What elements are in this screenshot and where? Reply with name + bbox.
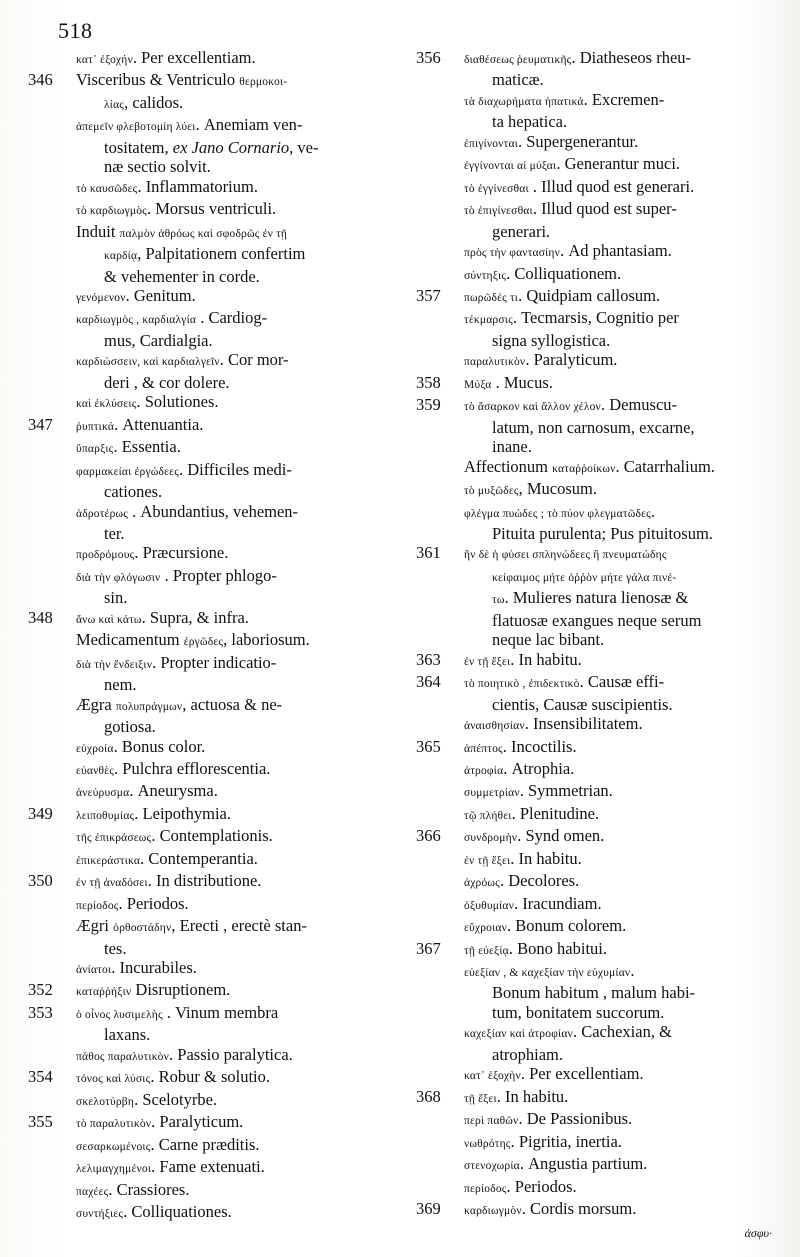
left-entry	[28, 48, 368, 70]
entry-line: παχέες. Crassiores.	[76, 1179, 190, 1199]
entry-number: 363	[416, 649, 441, 669]
left-entry	[28, 1202, 368, 1224]
entry-continuation-line: maticæ.	[492, 70, 544, 90]
entry-line: ὕπαρξις. Essentia.	[76, 437, 181, 457]
entry-line: ἐγγίνονται αἱ μύξαι. Generantur muci.	[464, 154, 681, 174]
left-entry	[28, 695, 368, 737]
entry-continuation-line: nem.	[104, 675, 137, 695]
entry-line: ἄνω καὶ κάτω. Supra, & infra.	[76, 607, 249, 627]
entry-line: καὶ ἐκλύσεις. Solutiones.	[76, 392, 219, 412]
entry-line: σκελοτύρβη. Scelotyrbe.	[76, 1089, 218, 1109]
entry-continuation-line: sin.	[104, 588, 128, 608]
entry-number: 364	[416, 672, 441, 692]
entry-number: 368	[416, 1086, 441, 1106]
right-entry	[416, 804, 776, 826]
entry-line: συμμετρίαν. Symmetrian.	[464, 781, 613, 801]
right-entry	[416, 308, 776, 350]
entry-line: καταῤῥήξιν Disruptionem.	[76, 980, 231, 1000]
left-entry	[28, 894, 368, 916]
right-entry	[416, 871, 776, 893]
right-entry	[416, 759, 776, 781]
right-entry	[416, 395, 776, 456]
left-entry	[28, 222, 368, 286]
entry-line: τῆς ἐπικράσεως. Contemplationis.	[76, 826, 273, 846]
right-entry	[416, 1177, 776, 1199]
right-entry	[416, 650, 776, 672]
entry-line: ἐν τῇ ἀναδόσει. In distributione.	[76, 871, 262, 891]
left-entry	[28, 286, 368, 308]
right-entry	[416, 714, 776, 736]
left-entry	[28, 1067, 368, 1089]
entry-line: ἐπικεράστικα. Contemperantia.	[76, 848, 258, 868]
right-entry	[416, 961, 776, 1022]
left-entry	[28, 1157, 368, 1179]
entry-line: προδρόμους. Præcursione.	[76, 543, 229, 563]
entry-line: φαρμακείαι ἐργώδεες. Difficiles medi-	[76, 459, 292, 479]
left-entry	[28, 804, 368, 826]
right-entry	[416, 1109, 776, 1131]
right-entry	[416, 350, 776, 372]
entry-line: ἐπιγίνονται. Supergenerantur.	[464, 131, 639, 151]
entry-line: τῇ εὐεξίᾳ. Bono habitui.	[464, 938, 608, 958]
left-entry	[28, 415, 368, 437]
left-entry	[28, 1003, 368, 1045]
entry-line: καχεξίαν καὶ ἀτροφίαν. Cachexian, &	[464, 1022, 672, 1042]
entry-line: πάθος παραλυτικὸν. Passio paralytica.	[76, 1044, 293, 1064]
entry-number: 361	[416, 543, 441, 563]
entry-line: σύντηξις. Colliquationem.	[464, 263, 622, 283]
left-entry	[28, 653, 368, 695]
entry-continuation-line: ta hepatica.	[492, 112, 568, 132]
entry-line: καρδιωγμὸν. Cordis morsum.	[464, 1199, 637, 1219]
entry-number: 346	[28, 70, 53, 90]
right-entry	[416, 1199, 776, 1221]
left-column	[28, 48, 368, 1224]
entry-continuation-line: latum, non carnosum, excarne,	[492, 417, 695, 437]
entry-continuation-line: καρδίᾳ, Palpitationem confertim	[104, 244, 306, 264]
entry-line: ἣν δὲ ἡ φύσει σπληνώδεες ἢ πνευματώδης	[464, 549, 667, 562]
entry-line: περίοδος. Periodos.	[76, 893, 189, 913]
entry-line: ἀχρόως. Decolores.	[464, 871, 580, 891]
left-entry	[28, 871, 368, 893]
right-entry	[416, 781, 776, 803]
right-entry	[416, 916, 776, 938]
entry-line: τὰ διαχωρήματα ἡπατικά. Excremen-	[464, 89, 665, 109]
entry-line: εὐχροία. Bonus color.	[76, 736, 206, 756]
entry-line: νωθρότης. Pigritia, inertia.	[464, 1131, 622, 1151]
left-entry	[28, 199, 368, 221]
entry-continuation-line: mus, Cardialgia.	[104, 330, 213, 350]
entry-continuation-line: tositatem, ex Jano Cornario, ve-	[104, 137, 319, 157]
entry-line: τέκμαρσις. Tecmarsis, Cognitio per	[464, 308, 679, 328]
left-entry	[28, 1112, 368, 1134]
entry-number: 358	[416, 372, 441, 392]
right-entry	[416, 479, 776, 501]
entry-line: λελιμαγχημένοι. Fame extenuati.	[76, 1157, 265, 1177]
entry-line: ἀπέπτος. Incoctilis.	[464, 736, 577, 756]
right-column	[416, 48, 776, 1221]
entry-continuation-line: ter.	[104, 523, 125, 543]
entry-line: τῷ πλήθει. Plenitudine.	[464, 803, 600, 823]
entry-line: ῥυπτικά. Attenuantia.	[76, 414, 204, 434]
left-entry	[28, 980, 368, 1002]
entry-continuation-line: & vehementer in corde.	[104, 266, 260, 286]
right-entry	[416, 1064, 776, 1086]
entry-line: περίοδος. Periodos.	[464, 1176, 577, 1196]
entry-number: 359	[416, 395, 441, 415]
entry-number: 354	[28, 1067, 53, 1087]
entry-number: 367	[416, 938, 441, 958]
left-entry	[28, 566, 368, 608]
right-entry	[416, 939, 776, 961]
entry-continuation-line: tum, bonitatem succorum.	[492, 1002, 665, 1022]
entry-line: τὸ ἄσαρκον καὶ ἄλλον χέλον. Demuscu-	[464, 395, 678, 415]
right-entry	[416, 241, 776, 263]
right-entry	[416, 457, 776, 479]
entry-continuation-line: tes.	[104, 938, 127, 958]
left-entry	[28, 502, 368, 544]
entry-line: τὸ παραλυτικὸν. Paralyticum.	[76, 1112, 244, 1132]
entry-line: τὸ μυξῶδες, Mucosum.	[464, 479, 597, 499]
page-number: 518	[58, 18, 93, 43]
right-entry	[416, 502, 776, 544]
entry-line: φλέγμα πυώδες ; τὸ πύον φλεγματῶδες.	[464, 501, 656, 521]
entry-continuation-line: atrophiam.	[492, 1044, 564, 1064]
entry-continuation-line: næ sectio solvit.	[104, 157, 211, 177]
entry-number: 350	[28, 871, 53, 891]
entry-line: ἀναισθησίαν. Insensibilitatem.	[464, 714, 643, 734]
entry-line: πρὸς τὴν φαντασίην. Ad phantasiam.	[464, 241, 672, 261]
right-entry	[416, 1154, 776, 1176]
entry-continuation-line: Pituita purulenta; Pus pituitosum.	[492, 523, 713, 543]
entry-line: τῇ ἕξει. In habitu.	[464, 1086, 569, 1106]
left-entry	[28, 849, 368, 871]
entry-number: 357	[416, 285, 441, 305]
right-entry	[416, 826, 776, 848]
entry-line: διὰ τὴν φλόγωσιν . Propter phlogo-	[76, 565, 277, 585]
left-entry	[28, 543, 368, 565]
entry-line: πωρῶδές τι. Quidpiam callosum.	[464, 285, 661, 305]
entry-line: στενοχωρία. Angustia partium.	[464, 1154, 648, 1174]
entry-line: συνδρομὴν. Synd omen.	[464, 826, 605, 846]
entry-line: λειποθυμίας. Leipothymia.	[76, 803, 231, 823]
right-entry	[416, 1022, 776, 1064]
left-entry	[28, 608, 368, 630]
entry-continuation-line: neque lac bibant.	[492, 630, 605, 650]
entry-continuation-line: deri , & cor dolere.	[104, 372, 230, 392]
entry-line: διαθέσεως ῥευματικῆς. Diatheseos rheu-	[464, 48, 692, 67]
entry-line: τὸ καυσῶδες. Inflammatorium.	[76, 176, 258, 196]
left-entry	[28, 781, 368, 803]
entry-number: 355	[28, 1112, 53, 1132]
left-entry	[28, 1135, 368, 1157]
entry-continuation-line: flatuosæ exangues neque serum	[492, 610, 702, 630]
left-entry	[28, 759, 368, 781]
entry-line: ἁδροτέρως . Abundantius, vehemen-	[76, 501, 299, 521]
entry-number: 369	[416, 1199, 441, 1219]
right-entry	[416, 894, 776, 916]
entry-continuation-line: signa syllogistica.	[492, 330, 611, 350]
entry-number: 366	[416, 826, 441, 846]
left-entry	[28, 177, 368, 199]
entry-continuation-line: cationes.	[104, 482, 163, 502]
right-entry	[416, 199, 776, 241]
entry-line: ἀνίατοι. Incurabiles.	[76, 958, 197, 978]
left-entry	[28, 630, 368, 652]
entry-line: Affectionum καταῤῥοίκων. Catarrhalium.	[464, 456, 715, 476]
entry-line: τὸ ποιητικὸ , ἐπιδεκτικὸ. Causæ effi-	[464, 672, 665, 692]
entry-line: ὁ οἶνος λυσιμελὴς . Vinum membra	[76, 1002, 279, 1022]
entry-continuation-line: gotiosa.	[104, 717, 156, 737]
entry-number: 352	[28, 980, 53, 1000]
left-entry	[28, 916, 368, 958]
left-entry	[28, 737, 368, 759]
entry-line: Induit παλμὸν ἀθρόως καὶ σφοδρῶς ἐν τῇ	[76, 221, 288, 241]
right-entry	[416, 373, 776, 395]
entry-line: ἀτροφία. Atrophia.	[464, 758, 575, 778]
right-entry	[416, 849, 776, 871]
right-entry	[416, 90, 776, 132]
entry-line: συντήξιες. Colliquationes.	[76, 1202, 232, 1222]
entry-line: ὀξυθυμίαν. Iracundiam.	[464, 893, 602, 913]
entry-number: 365	[416, 736, 441, 756]
entry-line: εὐανθὲς. Pulchra efflorescentia.	[76, 758, 271, 778]
entry-line: παραλυτικὸν. Paralyticum.	[464, 350, 618, 370]
left-entry	[28, 437, 368, 459]
right-entry	[416, 177, 776, 199]
left-entry	[28, 826, 368, 848]
entry-line: κατ᾽ ἐξοχήν. Per excellentiam.	[76, 48, 256, 67]
entry-line: Ægri ὀρθοστάδην, Erecti , erectè stan-	[76, 916, 307, 936]
entry-line: γενόμενον. Genitum.	[76, 285, 196, 305]
left-entry	[28, 70, 368, 115]
entry-line: ἐν τῇ ἕξει. In habitu.	[464, 848, 582, 868]
entry-line: ἀνεύρυσμα. Aneurysma.	[76, 781, 218, 801]
entry-continuation-line: λίας, calidos.	[104, 92, 184, 112]
left-entry	[28, 350, 368, 392]
right-entry	[416, 543, 776, 649]
entry-line: εὔχροιαν. Bonum colorem.	[464, 916, 627, 936]
right-entry	[416, 48, 776, 90]
entry-line: τόνος καὶ λύσις. Robur & solutio.	[76, 1067, 270, 1087]
left-entry	[28, 460, 368, 502]
entry-line: περὶ παθῶν. De Passionibus.	[464, 1109, 633, 1129]
left-entry	[28, 958, 368, 980]
entry-continuation-line: laxans.	[104, 1025, 151, 1045]
entry-continuation-line: inane.	[492, 437, 532, 457]
entry-continuation-line: τω. Mulieres natura lienosæ &	[492, 588, 689, 608]
right-entry	[416, 264, 776, 286]
entry-line: ἀπεμεῖν φλεβοτομίη λύει. Anemiam ven-	[76, 115, 303, 135]
entry-line: Medicamentum ἐργῶδες, laboriosum.	[76, 630, 310, 650]
entry-line: ἐν τῇ ἕξει. In habitu.	[464, 649, 582, 669]
left-entry	[28, 1090, 368, 1112]
entry-continuation-line: cientis, Causæ suscipientis.	[492, 694, 673, 714]
left-entry	[28, 308, 368, 350]
entry-line: καρδιώσσειν, καὶ καρδιαλγεῖν. Cor mor-	[76, 350, 289, 370]
right-entry	[416, 737, 776, 759]
entry-line: τὸ καρδιωγμὸς. Morsus ventriculi.	[76, 199, 277, 219]
entry-number: 347	[28, 414, 53, 434]
entry-line: Μύξα . Mucus.	[464, 372, 553, 392]
left-entry	[28, 1045, 368, 1067]
entry-line: κατ᾽ ἐξοχὴν. Per excellentiam.	[464, 1064, 644, 1084]
entry-line: τὸ ἐπιγίνεσθαι. Illud quod est super-	[464, 199, 677, 219]
entry-continuation-line: Bonum habitum , malum habi-	[492, 983, 696, 1003]
left-entry	[28, 392, 368, 414]
entry-line: διὰ τὴν ἔνδειξιν. Propter indicatio-	[76, 652, 277, 672]
entry-line: εὐεξίαν , & καχεξίαν τὴν εὐχυμίαν.	[464, 961, 635, 981]
right-entry	[416, 1132, 776, 1154]
right-entry	[416, 286, 776, 308]
right-entry	[416, 154, 776, 176]
entry-line: σεσαρκωμένοις. Carne præditis.	[76, 1134, 260, 1154]
entry-continuation-line: κείφαιμος μήτε ὀῤῥὸν μήτε γάλα πινέ-	[492, 571, 677, 584]
right-entry	[416, 1087, 776, 1109]
entry-line: Ægra πολυπράγμων, actuosa & ne-	[76, 694, 283, 714]
right-entry	[416, 672, 776, 714]
right-entry	[416, 132, 776, 154]
entry-number: 349	[28, 803, 53, 823]
entry-number: 348	[28, 607, 53, 627]
entry-line: καρδιωγμὸς , καρδιαλγία . Cardiog-	[76, 308, 268, 328]
entry-line: Visceribus & Ventriculo θερμοκοι-	[76, 70, 288, 90]
entry-number: 356	[416, 48, 441, 67]
catchword: ἀσφυ·	[744, 1226, 772, 1240]
entry-line: τὸ ἐγγίνεσθαι . Illud quod est generari.	[464, 176, 695, 196]
entry-continuation-line: generari.	[492, 221, 551, 241]
left-entry	[28, 1180, 368, 1202]
entry-number: 353	[28, 1002, 53, 1022]
left-entry	[28, 115, 368, 176]
